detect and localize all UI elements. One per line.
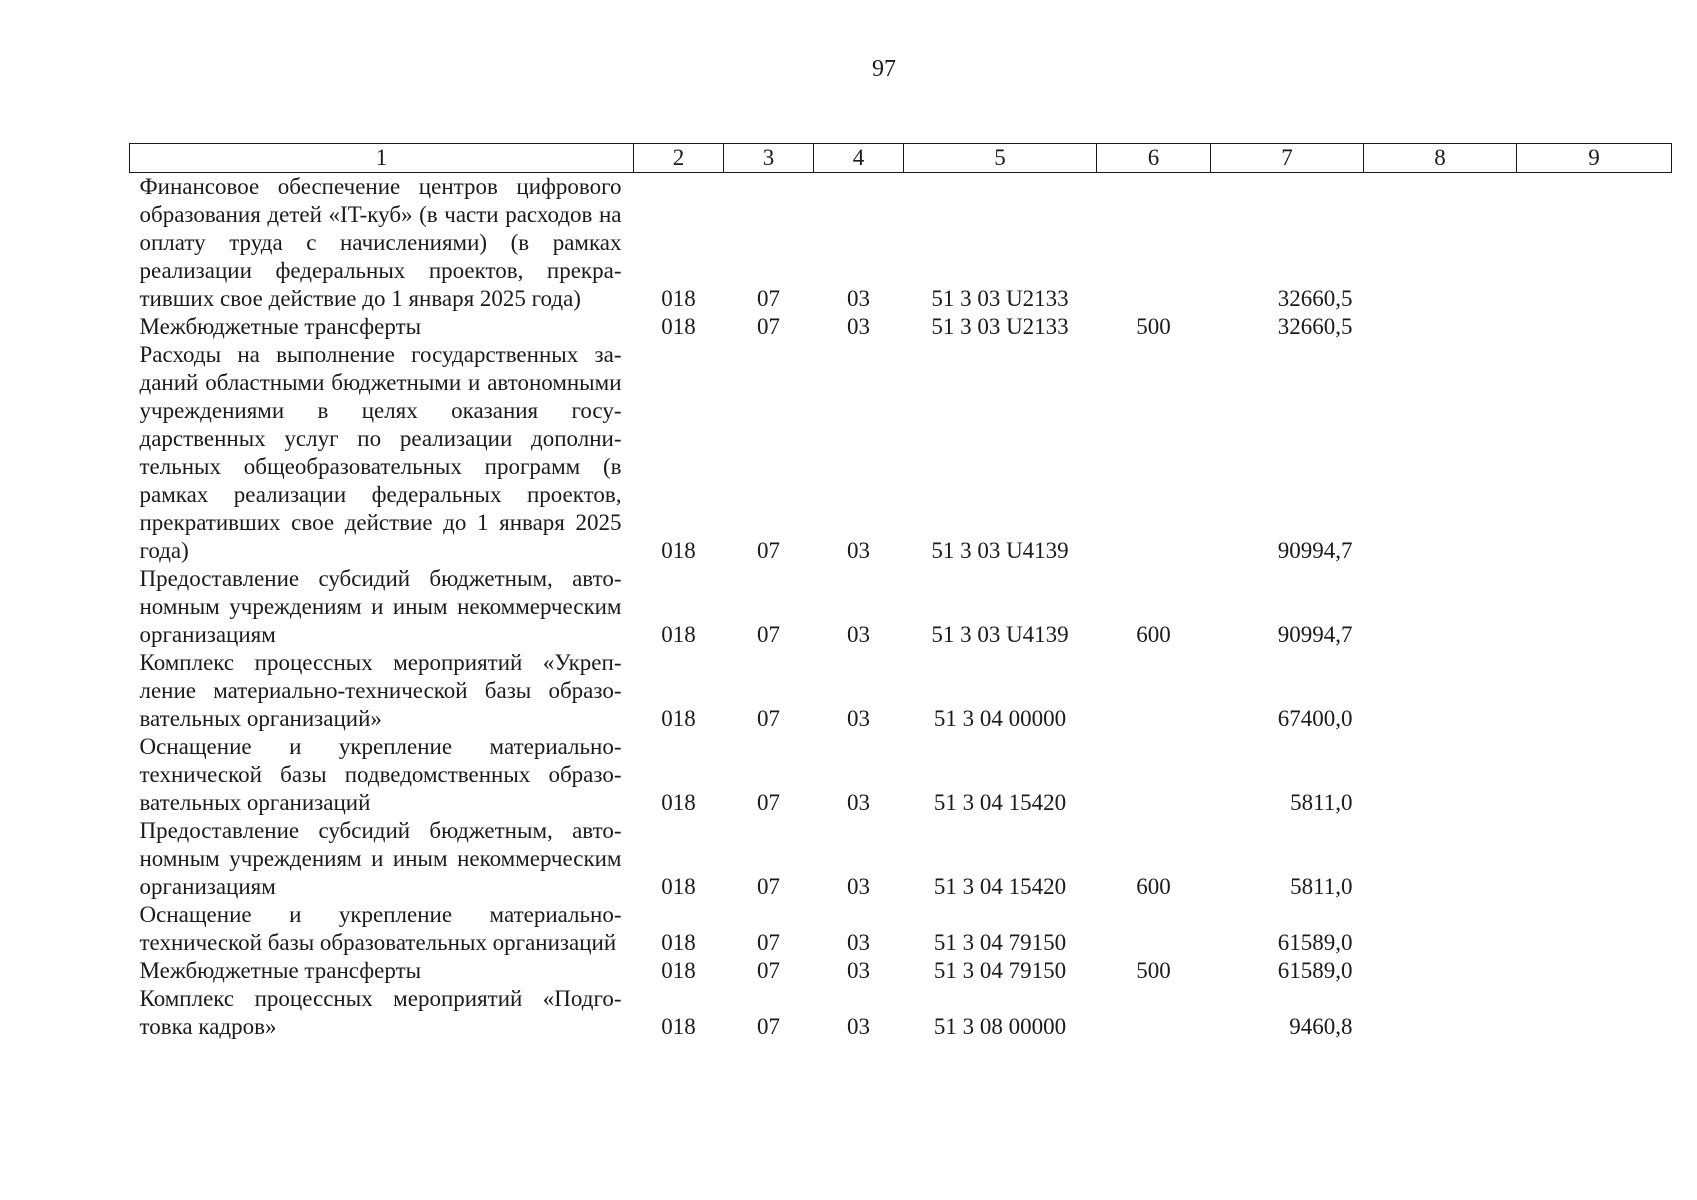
ministry-code: 018 [661,958,696,983]
amount: 90994,7 [1277,538,1353,563]
subsection-code: 03 [847,286,870,311]
amount-col-9 [1517,985,1672,1041]
expense-type-code [1097,341,1211,565]
amount: 9460,8 [1289,1014,1353,1039]
expense-type-code: 500 [1136,314,1171,339]
column-header-8: 8 [1364,144,1517,173]
expense-type-code: 500 [1136,958,1171,983]
expense-type-code [1097,901,1211,957]
column-header-1: 1 [130,144,634,173]
table-row [130,817,1672,901]
expense-type-code: 600 [1136,622,1171,647]
expense-name: Предоставление субсидий бюджетным, автономным учреждениям и иным некоммерческим организациям [139,566,622,647]
subsection-code: 03 [847,622,870,647]
column-header-4: 4 [814,144,904,173]
expense-name: Расходы на выполнение государственных заданий областными бюджетными и автономными учреждениями в целях оказания государственных услуг по реализации дополнительных общеобразовательных программ (в рамках реализации федеральных проектов, прекративших свое действие до 1 января 2025 года) [139,342,622,563]
table-row [130,733,1672,817]
subsection-code: 03 [847,538,870,563]
target-article-code: 51 3 03 U2133 [931,286,1069,311]
table-row [130,957,1672,985]
section-code: 07 [757,1014,780,1039]
subsection-code: 03 [847,1014,870,1039]
expense-name: Комплекс процессных мероприятий «Укрепление материально-технической базы образовательных организаций» [139,650,622,731]
page-number: 97 [872,56,896,82]
amount: 61589,0 [1277,930,1353,955]
amount-col-8 [1364,901,1517,957]
expense-type-code: 600 [1136,874,1171,899]
section-code: 07 [757,286,780,311]
section-code: 07 [757,874,780,899]
table-header [130,144,1672,173]
section-code: 07 [757,790,780,815]
target-article-code: 51 3 04 15420 [933,790,1067,815]
ministry-code: 018 [661,622,696,647]
target-article-code: 51 3 04 79150 [933,930,1067,955]
target-article-code: 51 3 08 00000 [933,1014,1067,1039]
amount-col-9 [1517,957,1672,985]
expense-type-code [1097,173,1211,314]
column-header-6: 6 [1097,144,1211,173]
column-header-7: 7 [1211,144,1364,173]
column-header-9: 9 [1517,144,1672,173]
subsection-code: 03 [847,790,870,815]
expense-name: Оснащение и укрепление материально-технической базы образовательных организаций [139,902,622,955]
table-row [130,173,1672,314]
amount-col-9 [1517,565,1672,649]
table-row [130,565,1672,649]
amount: 32660,5 [1277,314,1353,339]
amount: 67400,0 [1277,706,1353,731]
section-code: 07 [757,622,780,647]
table-row [130,649,1672,733]
table-row [130,985,1672,1041]
amount-col-8 [1364,565,1517,649]
amount-col-9 [1517,173,1672,314]
ministry-code: 018 [661,286,696,311]
amount-col-9 [1517,341,1672,565]
amount-col-9 [1517,817,1672,901]
section-code: 07 [757,538,780,563]
amount-col-8 [1364,313,1517,341]
ministry-code: 018 [661,1014,696,1039]
expense-type-code [1097,733,1211,817]
amount-col-8 [1364,341,1517,565]
target-article-code: 51 3 04 79150 [933,958,1067,983]
target-article-code: 51 3 03 U2133 [931,314,1069,339]
ministry-code: 018 [661,874,696,899]
subsection-code: 03 [847,958,870,983]
table-row [130,313,1672,341]
amount-col-9 [1517,901,1672,957]
amount-col-8 [1364,173,1517,314]
expense-name: Межбюджетные трансферты [139,958,422,983]
ministry-code: 018 [661,314,696,339]
header-row [130,144,1672,173]
subsection-code: 03 [847,874,870,899]
section-code: 07 [757,314,780,339]
column-header-3: 3 [724,144,814,173]
amount-col-8 [1364,649,1517,733]
subsection-code: 03 [847,706,870,731]
target-article-code: 51 3 04 00000 [933,706,1067,731]
target-article-code: 51 3 04 15420 [933,874,1067,899]
amount: 5811,0 [1290,790,1353,815]
amount: 32660,5 [1277,286,1353,311]
ministry-code: 018 [661,790,696,815]
amount: 5811,0 [1290,874,1353,899]
target-article-code: 51 3 03 U4139 [931,622,1069,647]
expense-type-code [1097,649,1211,733]
column-header-2: 2 [634,144,724,173]
amount: 61589,0 [1277,958,1353,983]
section-code: 07 [757,958,780,983]
section-code: 07 [757,930,780,955]
ministry-code: 018 [661,930,696,955]
budget-table [129,143,1672,1041]
table-row [130,901,1672,957]
table-row [130,341,1672,565]
ministry-code: 018 [661,538,696,563]
expense-name: Оснащение и укрепление материально-технической базы подведомственных образовательных организаций [139,734,622,815]
amount: 90994,7 [1277,622,1353,647]
amount-col-9 [1517,649,1672,733]
amount-col-9 [1517,313,1672,341]
expense-type-code [1097,985,1211,1041]
expense-name: Комплекс процессных мероприятий «Подготовка кадров» [139,986,622,1039]
amount-col-8 [1364,957,1517,985]
amount-col-8 [1364,733,1517,817]
amount-col-8 [1364,817,1517,901]
subsection-code: 03 [847,930,870,955]
column-header-5: 5 [904,144,1097,173]
section-code: 07 [757,706,780,731]
amount-col-9 [1517,733,1672,817]
amount-col-8 [1364,985,1517,1041]
expense-name: Межбюджетные трансферты [139,314,422,339]
target-article-code: 51 3 03 U4139 [931,538,1069,563]
expense-name: Финансовое обеспечение центров цифрового образования детей «IT-куб» (в части расходов на оплату труда с начислениями) (в рамках реализации федеральных проектов, прекративших свое действие до 1 января 2025 года) [139,174,622,311]
table-body [130,173,1672,1042]
ministry-code: 018 [661,706,696,731]
subsection-code: 03 [847,314,870,339]
expense-name: Предоставление субсидий бюджетным, автономным учреждениям и иным некоммерческим организациям [139,818,622,899]
